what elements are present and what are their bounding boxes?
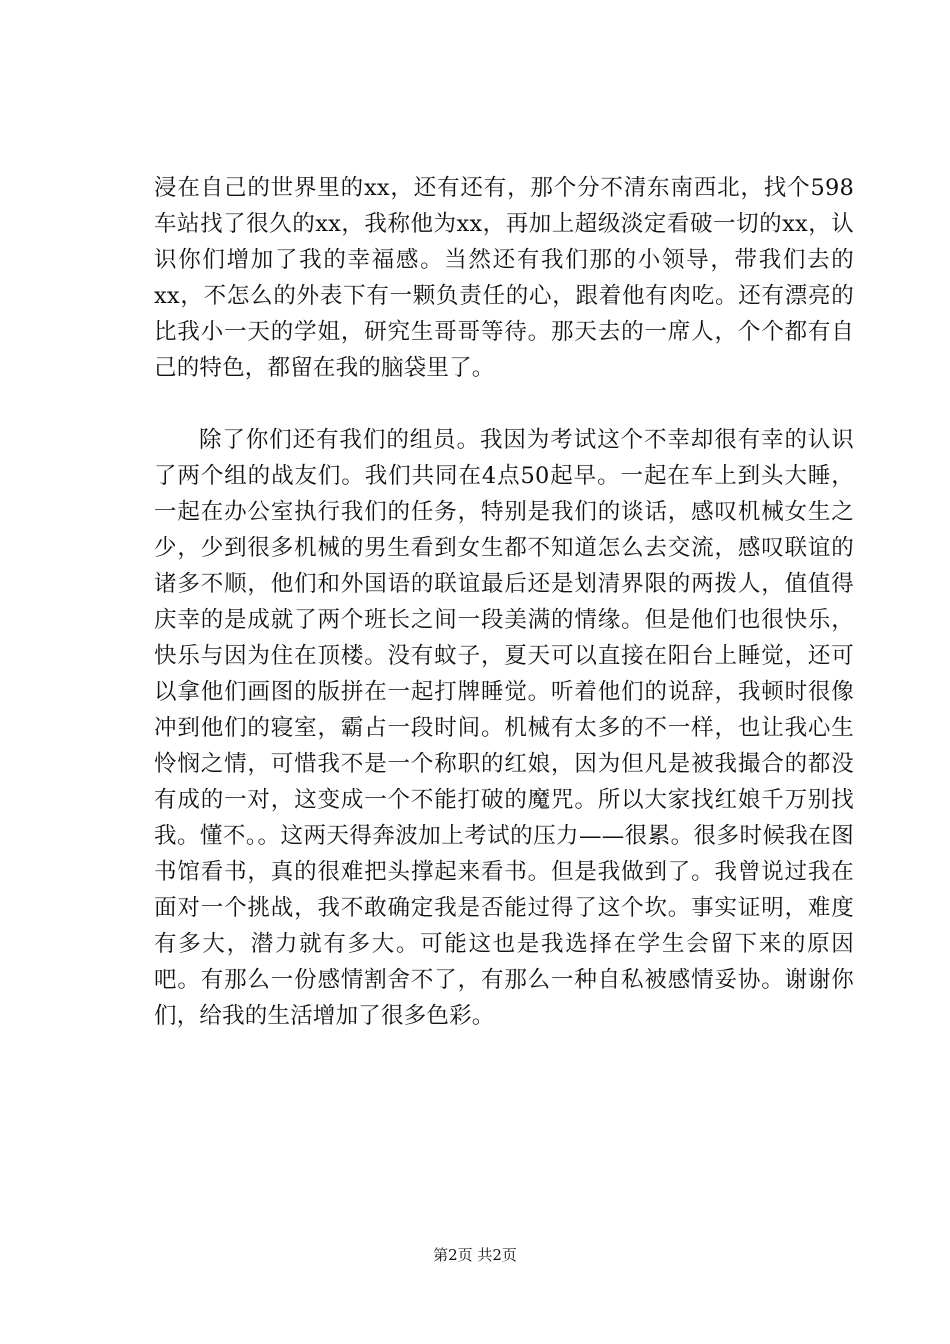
- document-body: [154, 170, 854, 1034]
- paragraph-2: 除了你们还有我们的组员。我因为考试这个不幸却很有幸的认识了两个组的战友们。我们共同在4点50起早。一起在车上到头大睡，一起在办公室执行我们的任务，特别是我们的谈话，感叹机械女生之少，少到很多机械的男生看到女生都不知道怎么去交流，感叹联谊的诸多不顺，他们和外国语的联谊最后还是划清界限的两拨人，值值得庆幸的是成就了两个班长之间一段美满的情缘。但是他们也很快乐，快乐与因为住在顶楼。没有蚊子，夏天可以直接在阳台上睡觉，还可以拿他们画图的版拼在一起打牌睡觉。听着他们的说辞，我顿时很像冲到他们的寝室，霸占一段时间。机械有太多的不一样，也让我心生怜悯之情，可惜我不是一个称职的红娘，因为但凡是被我撮合的都没有成的一对，这变成一个不能打破的魔咒。所以大家找红娘千万别找我。懂不。。这两天得奔波加上考试的压力——很累。很多时候我在图书馆看书，真的很难把头撑起来看书。但是我做到了。我曾说过我在面对一个挑战，我不敢确定我是否能过得了这个坎。事实证明，难度有多大，潜力就有多大。可能这也是我选择在学生会留下来的原因吧。有那么一份感情割舍不了，有那么一种自私被感情妥协。谢谢你们，给我的生活增加了很多色彩。: [154, 427, 854, 1029]
- paragraph-1: 浸在自己的世界里的xx，还有还有，那个分不清东南西北，找个598车站找了很久的xx，我称他为xx，再加上超级淡定看破一切的xx，认识你们增加了我的幸福感。当然还有我们那的小领导，带我们去的xx，不怎么的外表下有一颗负责任的心，跟着他有肉吃。还有漂亮的比我小一天的学姐，研究生哥哥等待。那天去的一席人，个个都有自己的特色，都留在我的脑袋里了。: [154, 175, 854, 381]
- page-footer-number: 第2页 共2页: [433, 1246, 517, 1264]
